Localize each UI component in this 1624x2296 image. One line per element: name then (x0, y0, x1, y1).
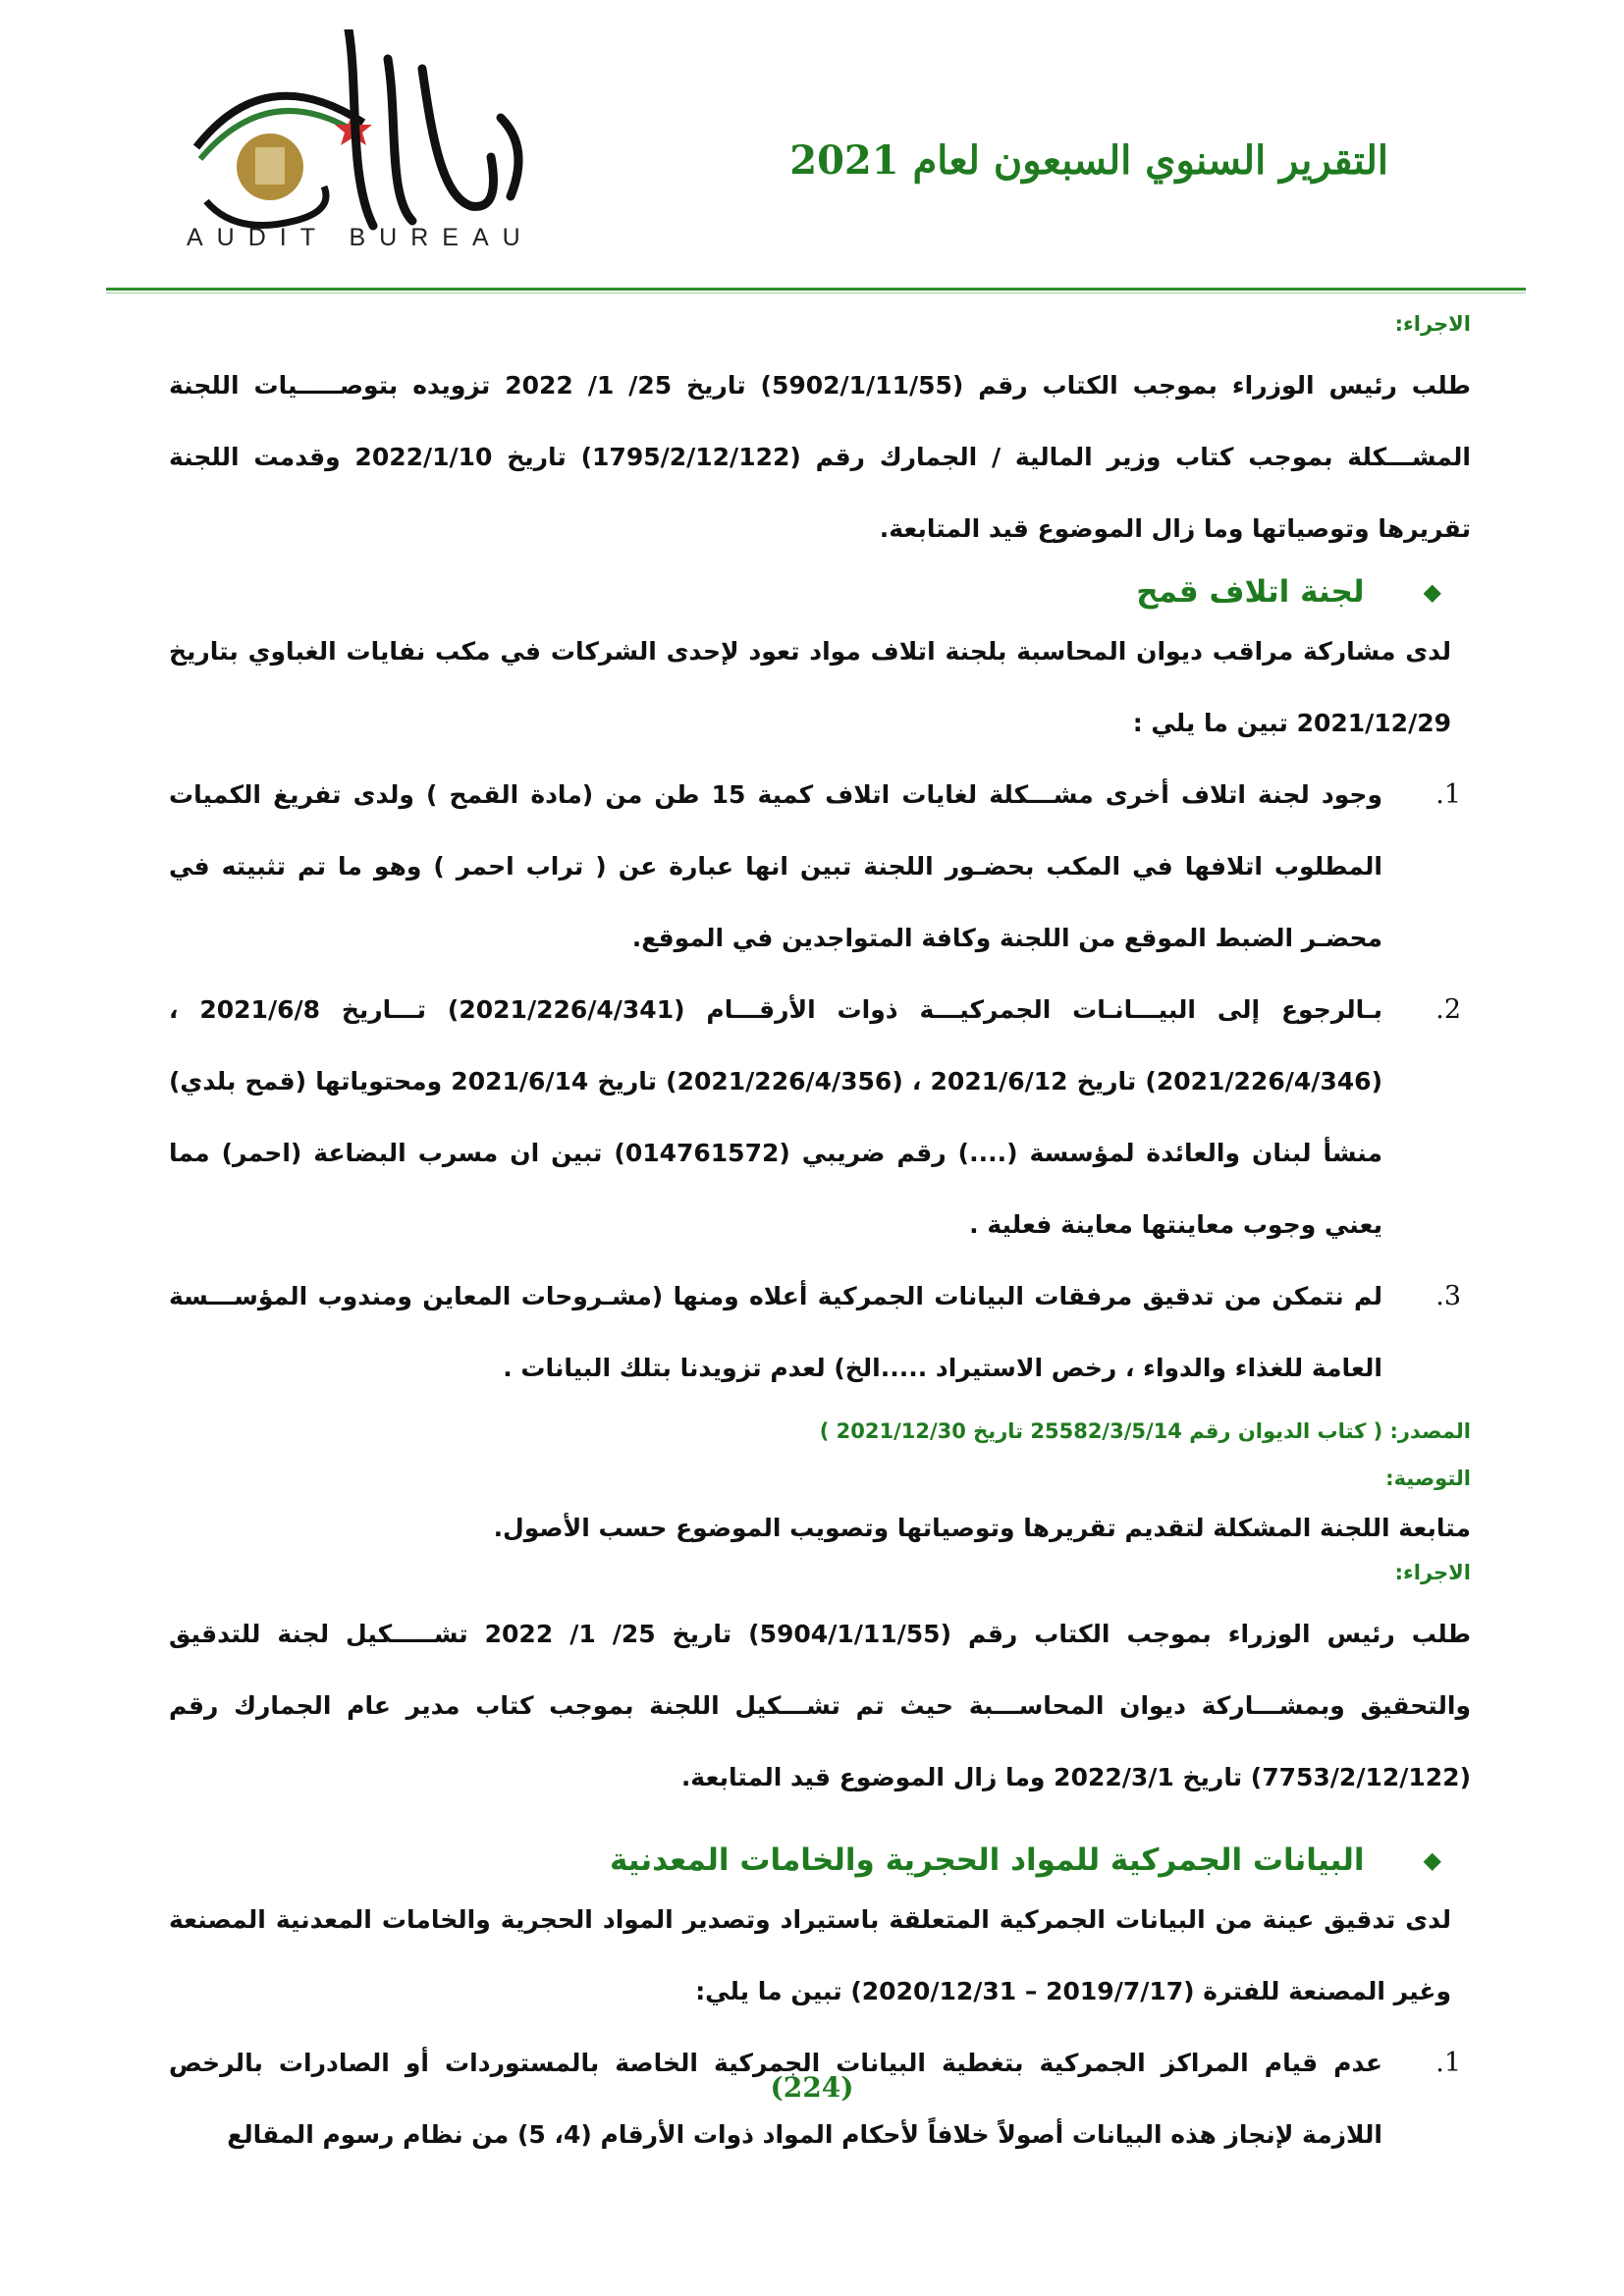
list-item (169, 759, 1471, 974)
list-number: 1. (1435, 779, 1461, 810)
document-body (169, 304, 1471, 2170)
section-intro: لدى مشاركة مراقب ديوان المحاسبة بلجنة اتلاف مواد تعود لإحدى الشركات في مكب نفايات الغباوي بتاريخ 2021/12/29 تبين ما يلي : (169, 637, 1451, 737)
list-number: 1. (1435, 2048, 1461, 2078)
list-item-text: بـالرجوع إلى البيـــانـات الجمركيـــة ذوات الأرقـــام (2021/226/4/341) تـــاريخ 2021/6/8 ،(2021/226/4/346) تاريخ 2021/6/12 ، (2021/226/4/356) تاريخ 2021/6/14 ومحتوياتها (قمح بلدي) منشأ لبنان والعائدة لمؤسسة (....) رقم ضريبي (014761572) تبين ان مسرب البضاعة (احمر) مما يعني وجوب معاينتها معاينة فعلية . (169, 995, 1383, 1239)
list-item-text: لم نتمكن من تدقيق مرفقات البيانات الجمركية أعلاه ومنها (مشـروحات المعاين ومندوب المؤســـسة العامة للغذاء والدواء ، رخص الاستيراد .....الخ) لعدم تزويدنا بتلك البيانات . (169, 1282, 1382, 1382)
section-heading-customs-data (169, 1842, 1471, 1878)
report-title: التقرير السنوي السبعون لعام 2021 (789, 137, 1388, 184)
recommendation-label: التوصية: (1385, 1467, 1471, 1490)
list-item (169, 974, 1471, 1260)
action-label: الاجراء: (1394, 1561, 1471, 1584)
section-heading-text: البيانات الجمركية للمواد الحجرية والخامات المعدنية (609, 1842, 1365, 1878)
action-paragraph: طلب رئيس الوزراء بموجب الكتاب رقم (5902/1/11/55) تاريخ 25/ 1/ 2022 تزويده بتوصـــــيات اللجنة المشـــكلة بموجب كتاب وزير المالية / الجمارك رقم (1795/2/12/122) تاريخ 2022/1/10 وقدمت اللجنة تقريرها وتوصياتها وما زال الموضوع قيد المتابعة. (169, 371, 1472, 543)
list-number: 3. (1435, 1281, 1461, 1311)
logo-english-text: AUDIT BUREAU (187, 224, 534, 251)
section-intro: لدى تدقيق عينة من البيانات الجمركية المتعلقة باستيراد وتصدير المواد الحجرية والخامات المعدنية المصنعة وغير المصنعة للفترة (2019/7/17 – 2020/12/31) تبين ما يلي: (169, 1905, 1451, 2005)
diamond-bullet-icon: ◆ (1423, 578, 1441, 606)
page-number: (224) (770, 2071, 854, 2104)
section-heading-text: لجنة اتلاف قمح (1136, 574, 1365, 610)
action-paragraph: طلب رئيس الوزراء بموجب الكتاب رقم (5904/1/11/55) تاريخ 25/ 1/ 2022 تشـــــكيل لجنة للتدقيق والتحقيق وبمشـــاركة ديوان المحاســـبة حيث تم تشـــكيل اللجنة بموجب كتاب مدير عام الجمارك رقم (7753/2/12/122) تاريخ 2022/3/1 وما زال الموضوع قيد المتابعة. (169, 1620, 1471, 1791)
diamond-bullet-icon: ◆ (1423, 1846, 1441, 1874)
section-heading-wheat-destruction (169, 574, 1471, 610)
header-divider (106, 288, 1526, 291)
list-number: 2. (1435, 994, 1461, 1025)
recommendation-text: متابعة اللجنة المشكلة لتقديم تقريرها وتوصياتها وتصويب الموضوع حسب الأصول. (493, 1514, 1471, 1542)
list-item (169, 1260, 1471, 1404)
source-citation: المصدر: ( كتاب الديوان رقم 25582/3/5/14 تاريخ 2021/12/30 ) (819, 1419, 1471, 1443)
list-item-text: عدم قيام المراكز الجمركية بتغطية البيانات الجمركية الخاصة بالمستوردات أو الصادرات بالرخص اللازمة لإنجاز هذه البيانات أصولاً خلافاً لأحكام المواد ذوات الأرقام (4، 5) من نظام رسوم المقالع (169, 2049, 1382, 2149)
action-label: الاجراء: (1394, 312, 1471, 336)
audit-bureau-logo (177, 29, 560, 255)
page-header (0, 0, 1624, 294)
list-item-text: وجود لجنة اتلاف أخرى مشـــكلة لغايات اتلاف كمية 15 طن من (مادة القمح ) ولدى تفريغ الكميات المطلوب اتلافها في المكب بحضـور اللجنة تبين انها عبارة عن ( تراب احمر ) وهو ما تم تثبيته في محضـر الضبط الموقع من اللجنة وكافة المتواجدين في الموقع. (169, 780, 1382, 952)
header-divider-thin (106, 293, 1526, 294)
